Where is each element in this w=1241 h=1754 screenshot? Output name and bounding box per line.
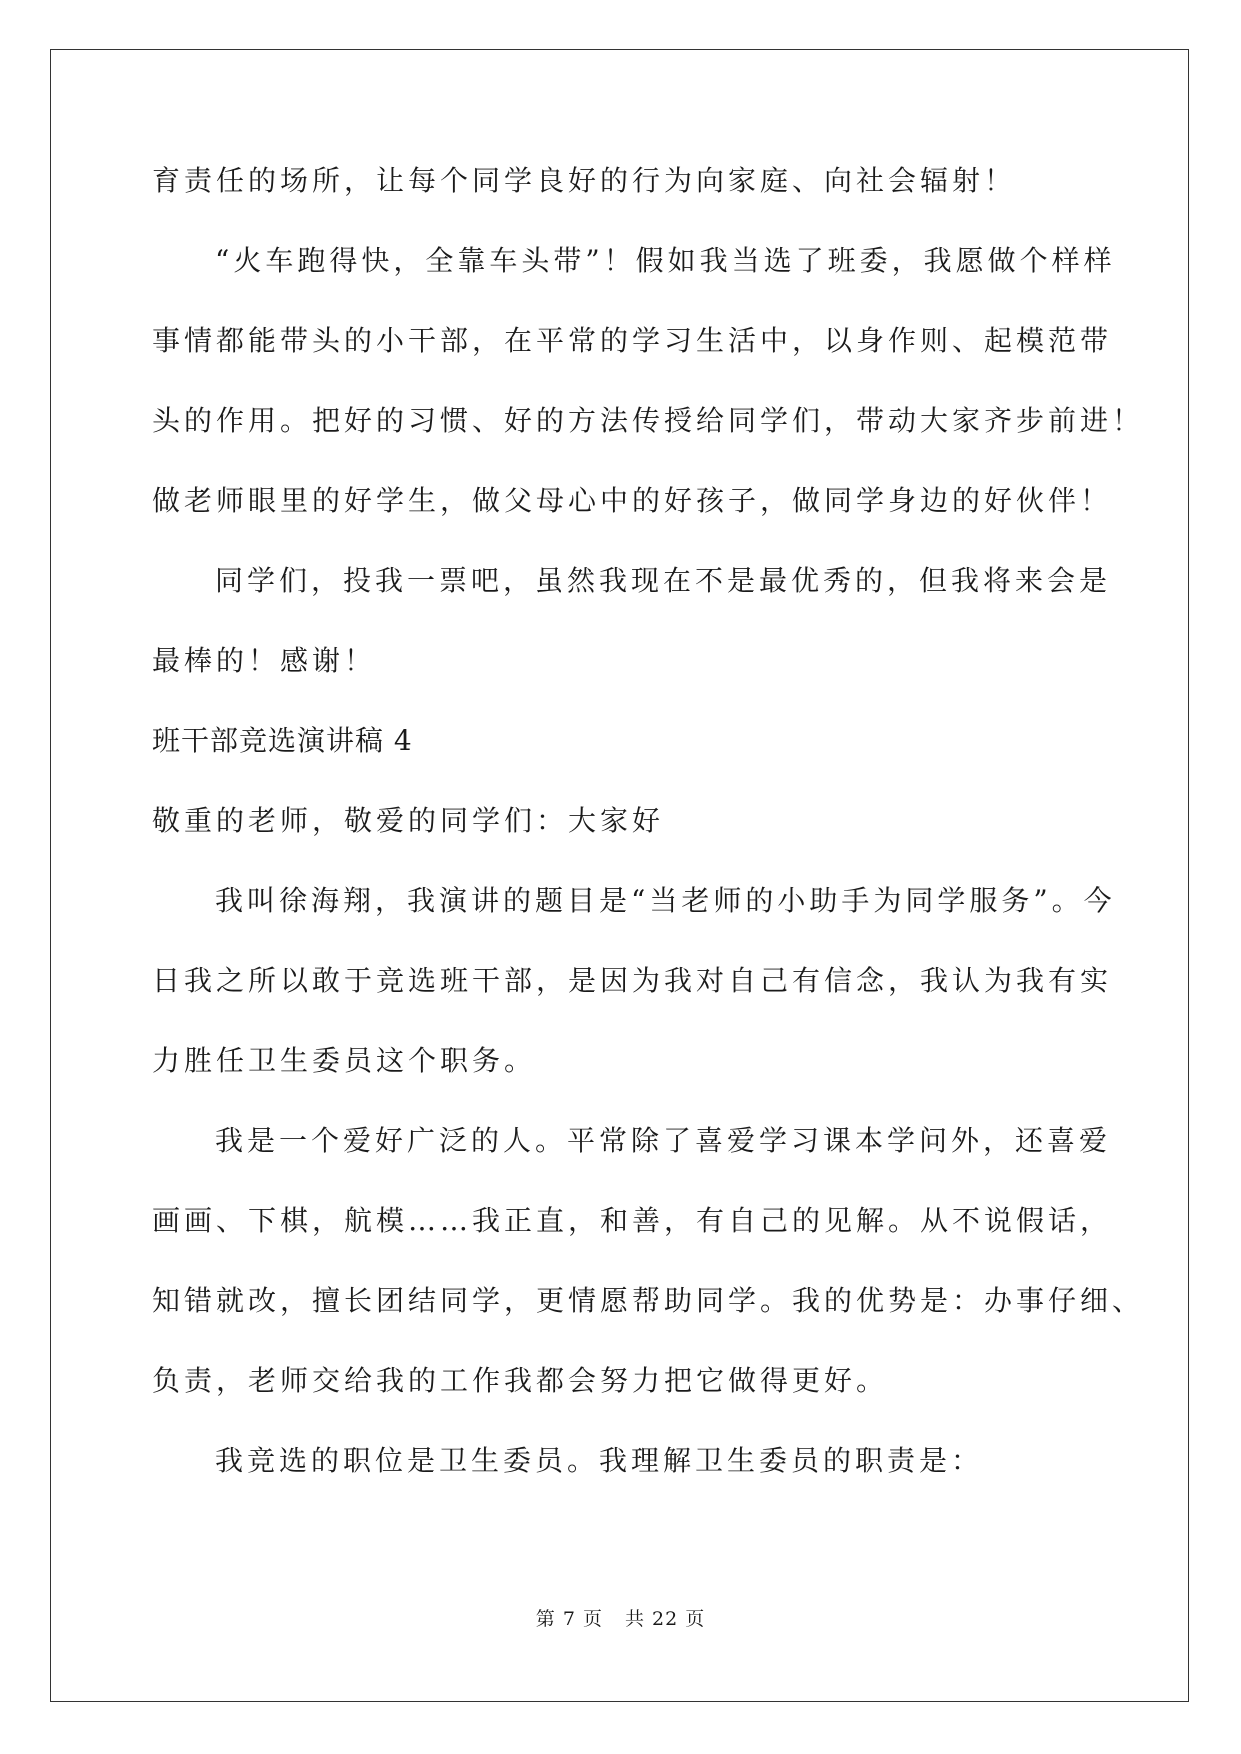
- text-line: 头的作用。把好的习惯、好的方法传授给同学们，带动大家齐步前进！: [152, 404, 1145, 437]
- current-page-number: 第 7 页: [535, 1608, 603, 1630]
- text-line: 力胜任卫生委员这个职务。: [152, 1044, 537, 1077]
- section-heading: 班干部竞选演讲稿 4: [152, 724, 413, 757]
- paragraph-start-line: 我竞选的职位是卫生委员。我理解卫生委员的职责是：: [215, 1444, 984, 1477]
- page-footer: [0, 1604, 1241, 1631]
- paragraph-start-line: 我叫徐海翔，我演讲的题目是“当老师的小助手为同学服务”。今: [215, 884, 1116, 917]
- text-line: 做老师眼里的好学生，做父母心中的好孩子，做同学身边的好伙伴！: [152, 484, 1113, 517]
- paragraph-start-line: 同学们，投我一票吧，虽然我现在不是最优秀的，但我将来会是: [215, 564, 1112, 597]
- text-line: 事情都能带头的小干部，在平常的学习生活中，以身作则、起模范带: [152, 324, 1113, 357]
- paragraph-start-line: 我是一个爱好广泛的人。平常除了喜爱学习课本学问外，还喜爱: [215, 1124, 1112, 1157]
- total-pages: 共 22 页: [624, 1608, 706, 1630]
- text-line: 负责，老师交给我的工作我都会努力把它做得更好。: [152, 1364, 889, 1397]
- salutation-line: 敬重的老师，敬爱的同学们：大家好: [152, 804, 665, 837]
- paragraph-start-line: “火车跑得快，全靠车头带”！假如我当选了班委，我愿做个样样: [215, 244, 1116, 277]
- text-line: 最棒的！感谢！: [152, 644, 377, 677]
- text-line: 日我之所以敢于竞选班干部，是因为我对自己有信念，我认为我有实: [152, 964, 1113, 997]
- text-line: 画画、下棋，航模……我正直，和善，有自己的见解。从不说假话，: [152, 1204, 1113, 1237]
- text-line: 育责任的场所，让每个同学良好的行为向家庭、向社会辐射！: [152, 164, 1017, 197]
- text-line: 知错就改，擅长团结同学，更情愿帮助同学。我的优势是：办事仔细、: [152, 1284, 1145, 1317]
